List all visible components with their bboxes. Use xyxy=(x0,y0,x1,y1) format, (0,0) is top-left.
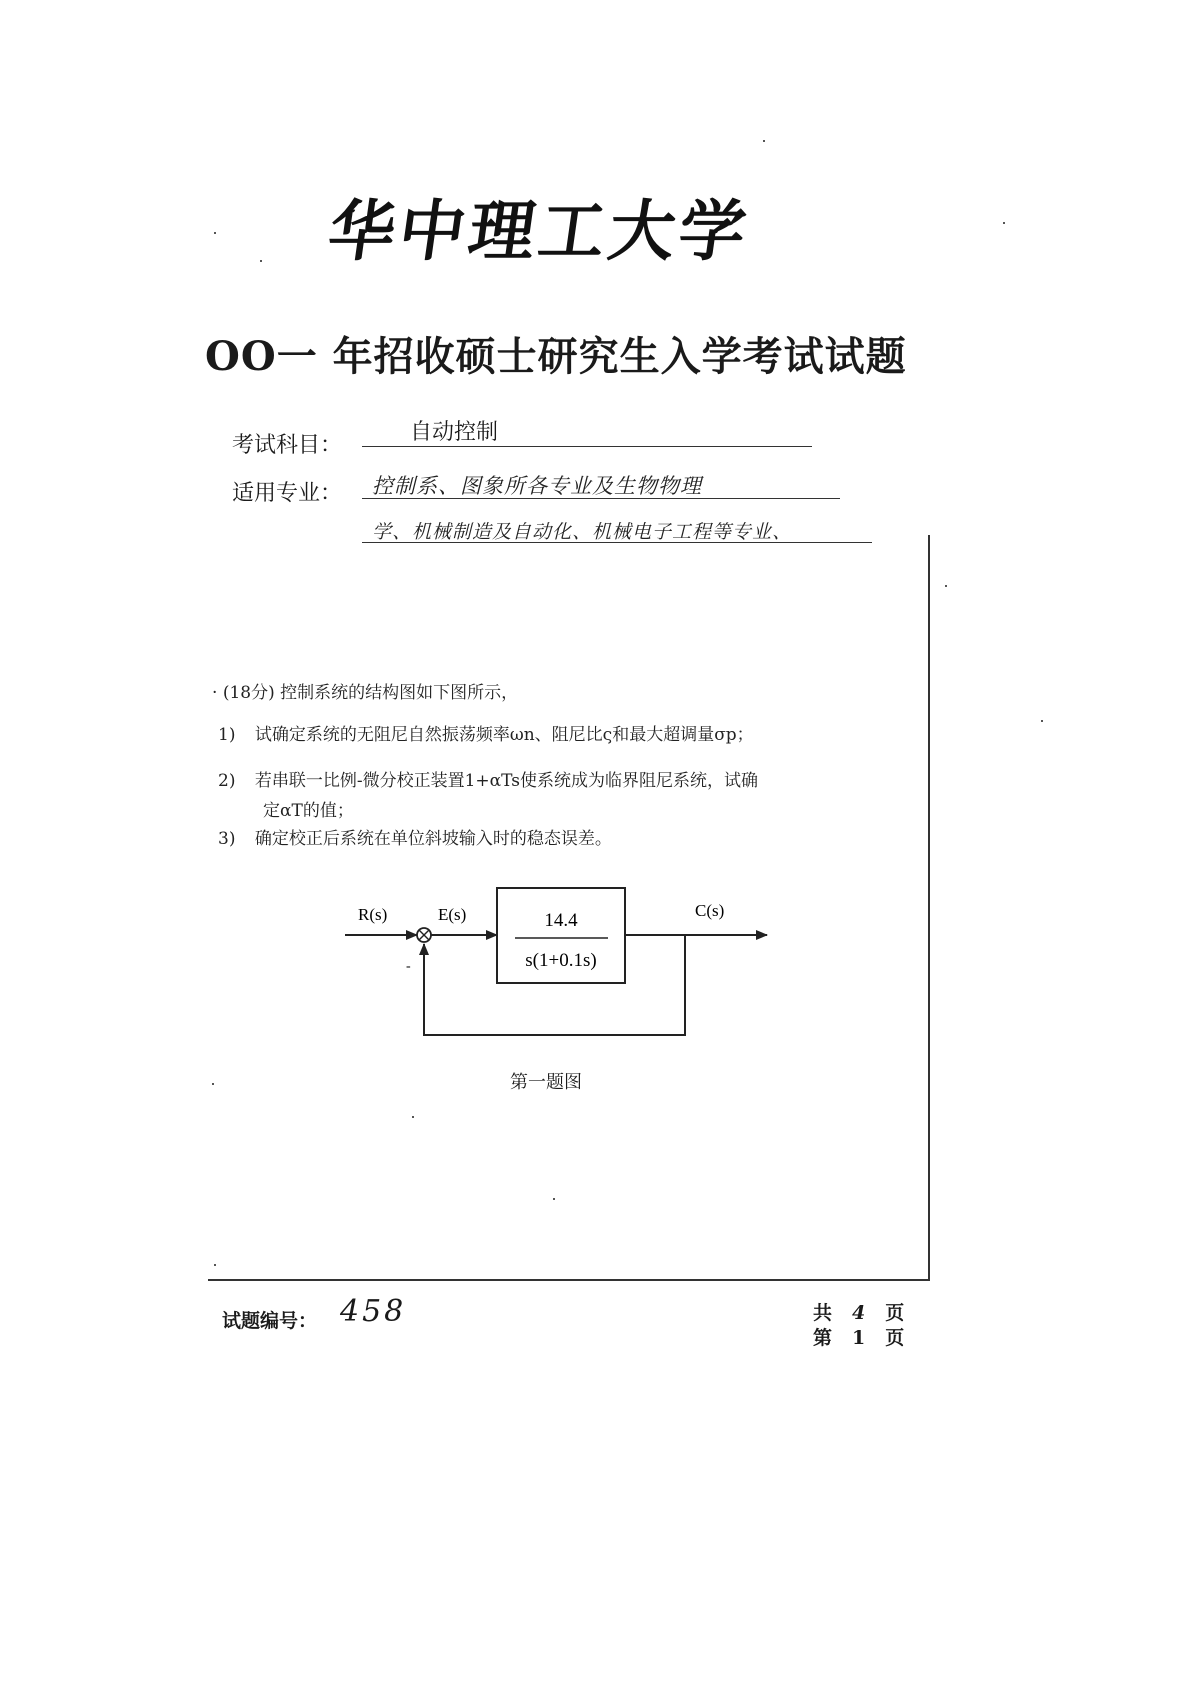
item-number: 3) xyxy=(218,829,236,849)
denominator: s(1+0.1s) xyxy=(525,950,597,971)
minus-sign: - xyxy=(406,959,411,974)
subject-value: 自动控制 xyxy=(410,420,499,445)
question-item-1 xyxy=(218,720,754,745)
question-item-3 xyxy=(218,824,612,849)
total-pages-row xyxy=(813,1298,904,1325)
major-label: 适用专业： xyxy=(232,481,343,506)
block-diagram xyxy=(340,880,780,1055)
exam-number: 458 xyxy=(340,1294,407,1329)
scan-speck xyxy=(214,1264,216,1266)
major-underline-2 xyxy=(362,542,872,543)
item-number: 1) xyxy=(218,725,236,745)
item-number: 2) xyxy=(218,771,236,791)
item-text: 若串联一比例-微分校正装置1+αTs使系统成为临界阻尼系统，试确 xyxy=(254,771,758,791)
scan-speck xyxy=(1003,222,1005,224)
scan-speck xyxy=(553,1198,555,1200)
frame-right-border xyxy=(928,535,930,1280)
total-label-b: 页 xyxy=(885,1302,905,1324)
input-label: R(s) xyxy=(358,905,388,924)
scan-speck xyxy=(412,1116,414,1118)
scan-speck xyxy=(1041,720,1043,722)
footer-divider xyxy=(208,1279,930,1281)
total-label-a: 共 xyxy=(813,1302,833,1324)
subject-label: 考试科目： xyxy=(232,433,343,458)
item-text: 试确定系统的无阻尼自然振荡频率ωn、阻尼比ς和最大超调量σp； xyxy=(254,725,754,745)
scan-speck xyxy=(214,232,216,234)
scan-speck xyxy=(260,260,262,262)
current-label-a: 第 xyxy=(813,1327,833,1349)
question-item-2-continued: 定αT的值； xyxy=(263,801,354,821)
scan-speck xyxy=(945,585,947,587)
question-intro-text: (18分) 控制系统的结构图如下图所示， xyxy=(222,683,519,703)
figure-caption: 第一题图 xyxy=(510,1072,582,1093)
numerator: 14.4 xyxy=(544,910,578,931)
scan-speck xyxy=(763,140,765,142)
current-label-b: 页 xyxy=(885,1327,905,1349)
item-text: 确定校正后系统在单位斜坡输入时的稳态误差。 xyxy=(254,829,612,849)
question-bullet: · xyxy=(212,683,218,703)
major-line-2: 学、机械制造及自动化、机械电子工程等专业、 xyxy=(372,521,793,543)
major-underline-1 xyxy=(362,498,840,499)
university-name: 华中理工大学 xyxy=(323,192,755,270)
summing-junction xyxy=(417,928,431,942)
major-line-1: 控制系、图象所各专业及生物物理 xyxy=(372,474,702,498)
subject-underline xyxy=(362,446,812,447)
output-label: C(s) xyxy=(695,901,725,920)
exam-title: OO一 年招收硕士研究生入学考试试题 xyxy=(205,333,907,380)
current-page-row xyxy=(813,1323,904,1350)
question-intro xyxy=(212,678,518,703)
current-page: 1 xyxy=(852,1327,866,1349)
error-label: E(s) xyxy=(438,905,467,924)
scan-speck xyxy=(212,1083,214,1085)
total-pages: 4 xyxy=(852,1302,866,1324)
exam-number-label: 试题编号： xyxy=(222,1310,318,1332)
question-item-2 xyxy=(218,766,758,791)
